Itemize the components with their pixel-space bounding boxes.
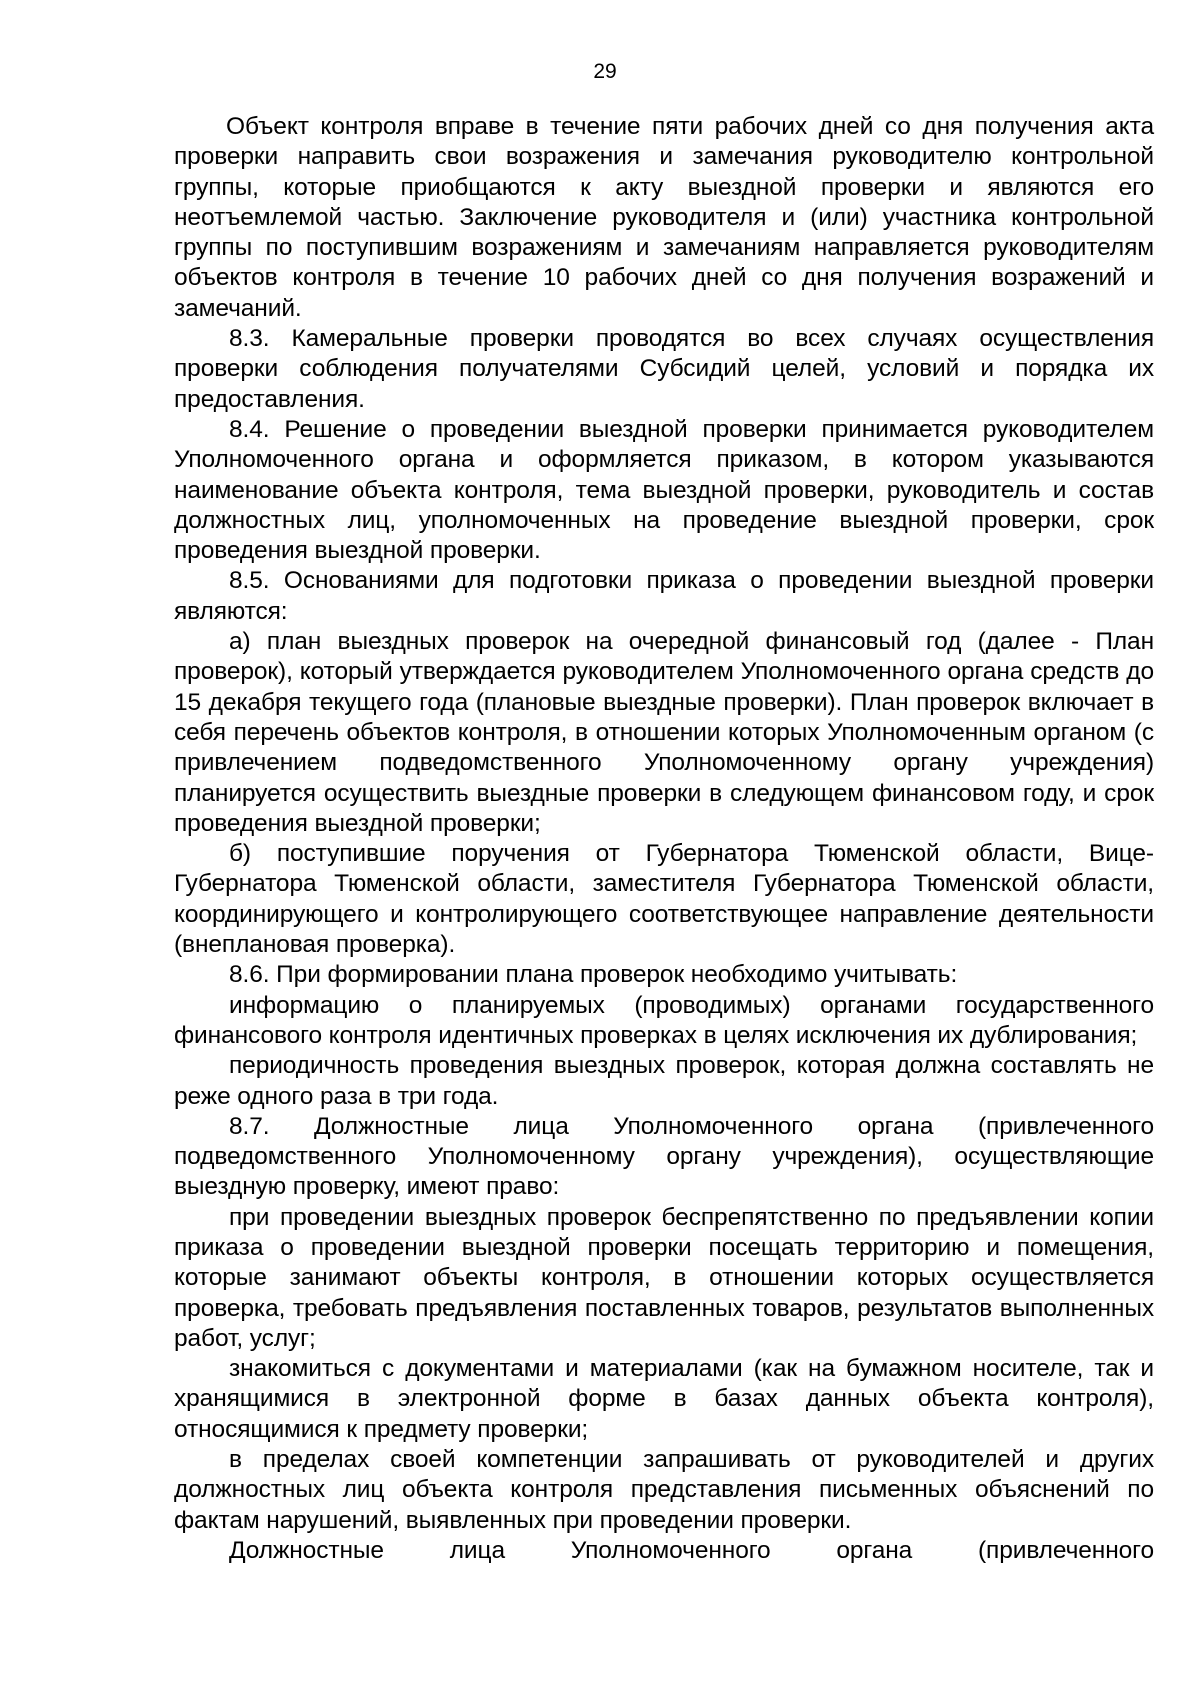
paragraph-8-3: 8.3. Камеральные проверки проводятся во всех случаях осуществления проверки соблюдения получателями Субсидий целей, условий и порядка их предоставления.: [174, 325, 1154, 413]
paragraph-8-6-item-1: информацию о планируемых (проводимых) органами государственного финансового контроля идентичных проверках в целях исключения их дублирования;: [174, 991, 1154, 1049]
paragraph-8-5-b: б) поступившие поручения от Губернатора Тюменской области, Вице-Губернатора Тюменской области, заместителя Губернатора Тюменской области, координирующего и контролирующего соответствующее направление деятельности (внеплановая проверка).: [174, 840, 1154, 959]
paragraph-8-5-a: а) план выездных проверок на очередной финансовый год (далее - План проверок), который утверждается руководителем Уполномоченного органа средств до 15 декабря текущего года (плановые выездные проверки). План проверок включает в себя перечень объектов контроля, в отношении которых Уполномоченным органом (с привлечением подведомственного Уполномоченному органу учреждения) планируется осуществить выездные проверки в следующем финансовом году, и срок проведения выездной проверки;: [174, 628, 1154, 837]
document-body: [174, 112, 1154, 1566]
paragraph-8-6: 8.6. При формировании плана проверок необходимо учитывать:: [229, 961, 958, 989]
paragraph-8-6-item-2: периодичность проведения выездных проверок, которая должна составлять не реже одного раза в три года.: [174, 1052, 1154, 1110]
paragraph-8-7: 8.7. Должностные лица Уполномоченного органа (привлеченного подведомственного Уполномоченному органу учреждения), осуществляющие выездную проверку, имеют право:: [174, 1112, 1154, 1201]
paragraph-8-7-item-3: в пределах своей компетенции запрашивать от руководителей и других должностных лиц объекта контроля представления письменных объяснений по фактам нарушений, выявленных при проведении проверки.: [174, 1446, 1154, 1534]
paragraph-continued: Должностные лица Уполномоченного органа (привлеченного: [229, 1536, 1154, 1564]
paragraph-8-4: 8.4. Решение о проведении выездной проверки принимается руководителем Уполномоченного органа и оформляется приказом, в котором указываются наименование объекта контроля, тема выездной проверки, руководитель и состав должностных лиц, уполномоченных на проведение выездной проверки, срок проведения выездной проверки.: [174, 415, 1154, 565]
paragraph-8-5: 8.5. Основаниями для подготовки приказа о проведении выездной проверки являются:: [174, 567, 1154, 625]
page-number: 29: [593, 60, 617, 83]
paragraph-objection-rights: Объект контроля вправе в течение пяти рабочих дней со дня получения акта проверки направить свои возражения и замечания руководителю контрольной группы, которые приобщаются к акту выездной проверки и являются его неотъемлемой частью. Заключение руководителя и (или) участника контрольной группы по поступившим возражениям и замечаниям направляется руководителям объектов контроля в течение 10 рабочих дней со дня получения возражений и замечаний.: [174, 113, 1154, 322]
paragraph-8-7-item-2: знакомиться с документами и материалами (как на бумажном носителе, так и хранящимися в электронной форме в базах данных объекта контроля), относящимися к предмету проверки;: [174, 1355, 1154, 1443]
paragraph-8-7-item-1: при проведении выездных проверок беспрепятственно по предъявлении копии приказа о проведении выездной проверки посещать территорию и помещения, которые занимают объекты контроля, в отношении которых осуществляется проверка, требовать предъявления поставленных товаров, результатов выполненных работ, услуг;: [174, 1203, 1154, 1352]
